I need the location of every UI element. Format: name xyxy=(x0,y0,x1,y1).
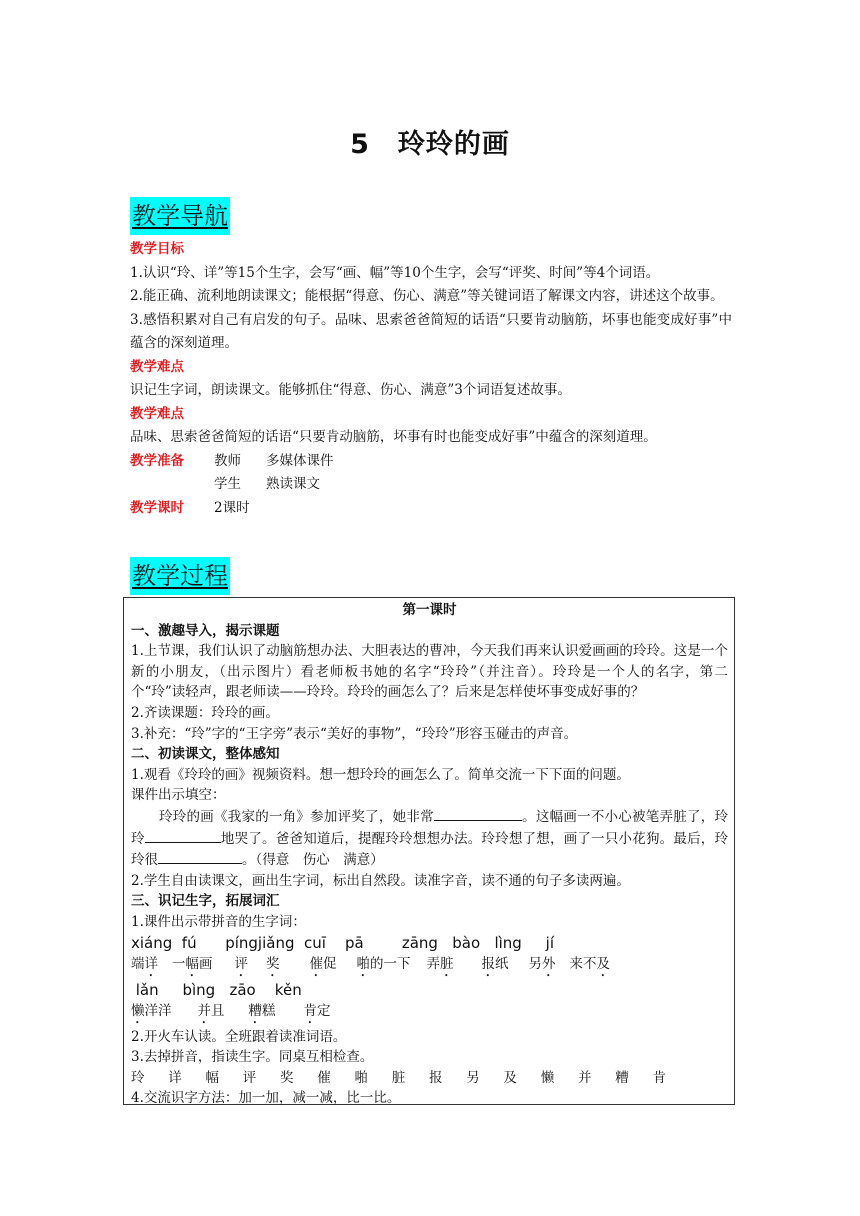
vocab-word: 奖 xyxy=(266,955,280,972)
prep-label: 教学准备 xyxy=(130,452,184,469)
fill-in-exercise xyxy=(131,806,728,871)
goal-item: 3.感悟积累对自己有启发的句子。品味、思索爸爸简短的话语“只要肯动脑筋，坏事也能变成好事”中蕴含的深刻道理。 xyxy=(130,311,732,351)
goal-item: 1.认识“玲、详”等15个生字，会写“画、幅”等10个生字，会写“评奖、时间”等4个词语。 xyxy=(130,264,660,281)
pinyin-line-1: xiáng fú píngjiǎng cuī pā zāng bào lìng jí xyxy=(131,933,554,952)
fill-blank xyxy=(434,806,522,821)
vocab-word: 并且 xyxy=(197,1002,225,1019)
character: 奖 xyxy=(280,1069,294,1086)
character: 懒 xyxy=(540,1069,555,1086)
vocab-word: 评 xyxy=(234,955,248,972)
paragraph: 2.齐读课题：玲玲的画。 xyxy=(131,704,279,721)
character: 评 xyxy=(242,1069,257,1086)
paragraph: 课件出示填空： xyxy=(131,787,226,804)
character: 详 xyxy=(168,1069,182,1086)
prep-teacher-what: 多媒体课件 xyxy=(266,452,334,469)
paragraph: 1.课件出示带拼音的生字词： xyxy=(131,913,306,930)
fill-text: 。（得意 伤心 满意） xyxy=(242,852,384,869)
fill-text: 。这幅画一不小心被笔弄脏了，玲玲 xyxy=(131,808,729,847)
character: 糟 xyxy=(615,1069,629,1086)
paragraph: 1.上节课，我们认识了动脑筋想办法、大胆表达的曹冲，今天我们再来认识爱画画的玲玲。这是一个新的小朋友，（出示图片）看老师板书她的名字“玲玲”（并注音）。玲玲是一个人的名字，第二个“玲”读轻声，跟老师读——玲玲。玲玲的画怎么了？后来是怎样使坏事变成好事的？ xyxy=(131,643,728,701)
character: 玲 xyxy=(131,1069,145,1086)
word-line-2 xyxy=(131,1001,728,1027)
vocab-word: 啪的一下 xyxy=(356,955,411,972)
character: 报 xyxy=(429,1069,443,1086)
hours-label: 教学课时 xyxy=(130,499,184,516)
paragraph: 4.交流识字方法：加一加，减一减，比一比。 xyxy=(131,1090,401,1107)
vocab-word: 懒洋洋 xyxy=(131,1002,172,1019)
vocab-word: 肯定 xyxy=(303,1002,331,1019)
vocab-word: 弄脏 xyxy=(426,955,454,972)
teaching-guide xyxy=(130,238,732,520)
char-list xyxy=(131,1068,728,1089)
prep-student-who: 学生 xyxy=(214,476,241,492)
character: 催 xyxy=(317,1069,331,1086)
vocab-word: 一幅画 xyxy=(172,955,213,972)
prep-row-student xyxy=(130,473,732,497)
character: 肯 xyxy=(652,1069,666,1086)
vocab-word: 报纸 xyxy=(481,955,509,972)
lesson-box xyxy=(123,597,735,1105)
word-line-1 xyxy=(131,954,728,980)
difficulty-label: 教学难点 xyxy=(130,358,184,375)
process-heading: 教学过程 xyxy=(130,557,230,595)
section-head-1: 一、激趣导入，揭示课题 xyxy=(131,622,280,639)
character: 及 xyxy=(503,1069,517,1086)
section-head-2: 二、初读课文，整体感知 xyxy=(131,746,280,763)
difficulty-text: 识记生字词，朗读课文。能够抓住“得意、伤心、满意”3个词语复述故事。 xyxy=(130,382,571,398)
lesson-title: 第一课时 xyxy=(402,602,457,618)
hours-value: 2课时 xyxy=(214,499,250,516)
section-head-3: 三、识记生字，拓展词汇 xyxy=(131,893,280,910)
prep-teacher-who: 教师 xyxy=(214,452,241,469)
prep-student-what: 熟读课文 xyxy=(266,476,320,492)
difficulty-label-2: 教学难点 xyxy=(130,405,184,422)
character: 脏 xyxy=(391,1069,406,1086)
goal-item: 2.能正确、流利地朗读课文；能根据“得意、伤心、满意”等关键词语了解课文内容，讲述这个故事。 xyxy=(130,288,724,304)
vocab-word: 端详 xyxy=(131,955,158,972)
paragraph: 3.补充：“玲”字的“王字旁”表示“美好的事物”，“玲玲”形容玉碰击的声音。 xyxy=(131,725,578,742)
difficulty-text-2: 品味、思索爸爸简短的话语“只要肯动脑筋，坏事有时也能变成好事”中蕴含的深刻道理。 xyxy=(130,429,657,445)
fill-text: 玲玲的画《我家的一角》参加评奖了，她非常 xyxy=(159,808,434,825)
character: 啪 xyxy=(354,1069,368,1086)
character: 另 xyxy=(466,1069,480,1086)
paragraph: 2.学生自由读课文，画出生字词，标出自然段。读准字音，读不通的句子多读两遍。 xyxy=(131,872,630,889)
vocab-word: 催促 xyxy=(309,955,337,972)
vocab-word: 另外 xyxy=(528,955,556,972)
vocab-word: 糟糕 xyxy=(248,1002,276,1019)
fill-blank xyxy=(158,849,242,864)
paragraph: 1.观看《玲玲的画》视频资料。想一想玲玲的画怎么了。简单交流一下下面的问题。 xyxy=(131,766,630,783)
pinyin-line-2: lǎn bìng zāo kěn xyxy=(131,980,302,999)
hours-row xyxy=(130,497,732,521)
character: 幅 xyxy=(205,1069,219,1086)
character: 并 xyxy=(578,1069,592,1086)
page-title: 5 玲玲的画 xyxy=(350,129,510,160)
fill-blank xyxy=(145,828,221,843)
prep-row-teacher xyxy=(130,450,732,474)
fill-text: 地哭了。爸爸知道后，提醒玲玲想想办法。玲玲想了想，画了一只小花狗。最后，玲玲很 xyxy=(131,830,729,869)
paragraph: 3.去掉拼音，指读生字。同桌互相检查。 xyxy=(131,1049,374,1066)
guide-heading: 教学导航 xyxy=(130,197,230,235)
goals-label: 教学目标 xyxy=(130,241,184,257)
paragraph: 2.开火车认读。全班跟着读准词语。 xyxy=(131,1028,347,1045)
vocab-word: 来不及 xyxy=(569,955,610,972)
